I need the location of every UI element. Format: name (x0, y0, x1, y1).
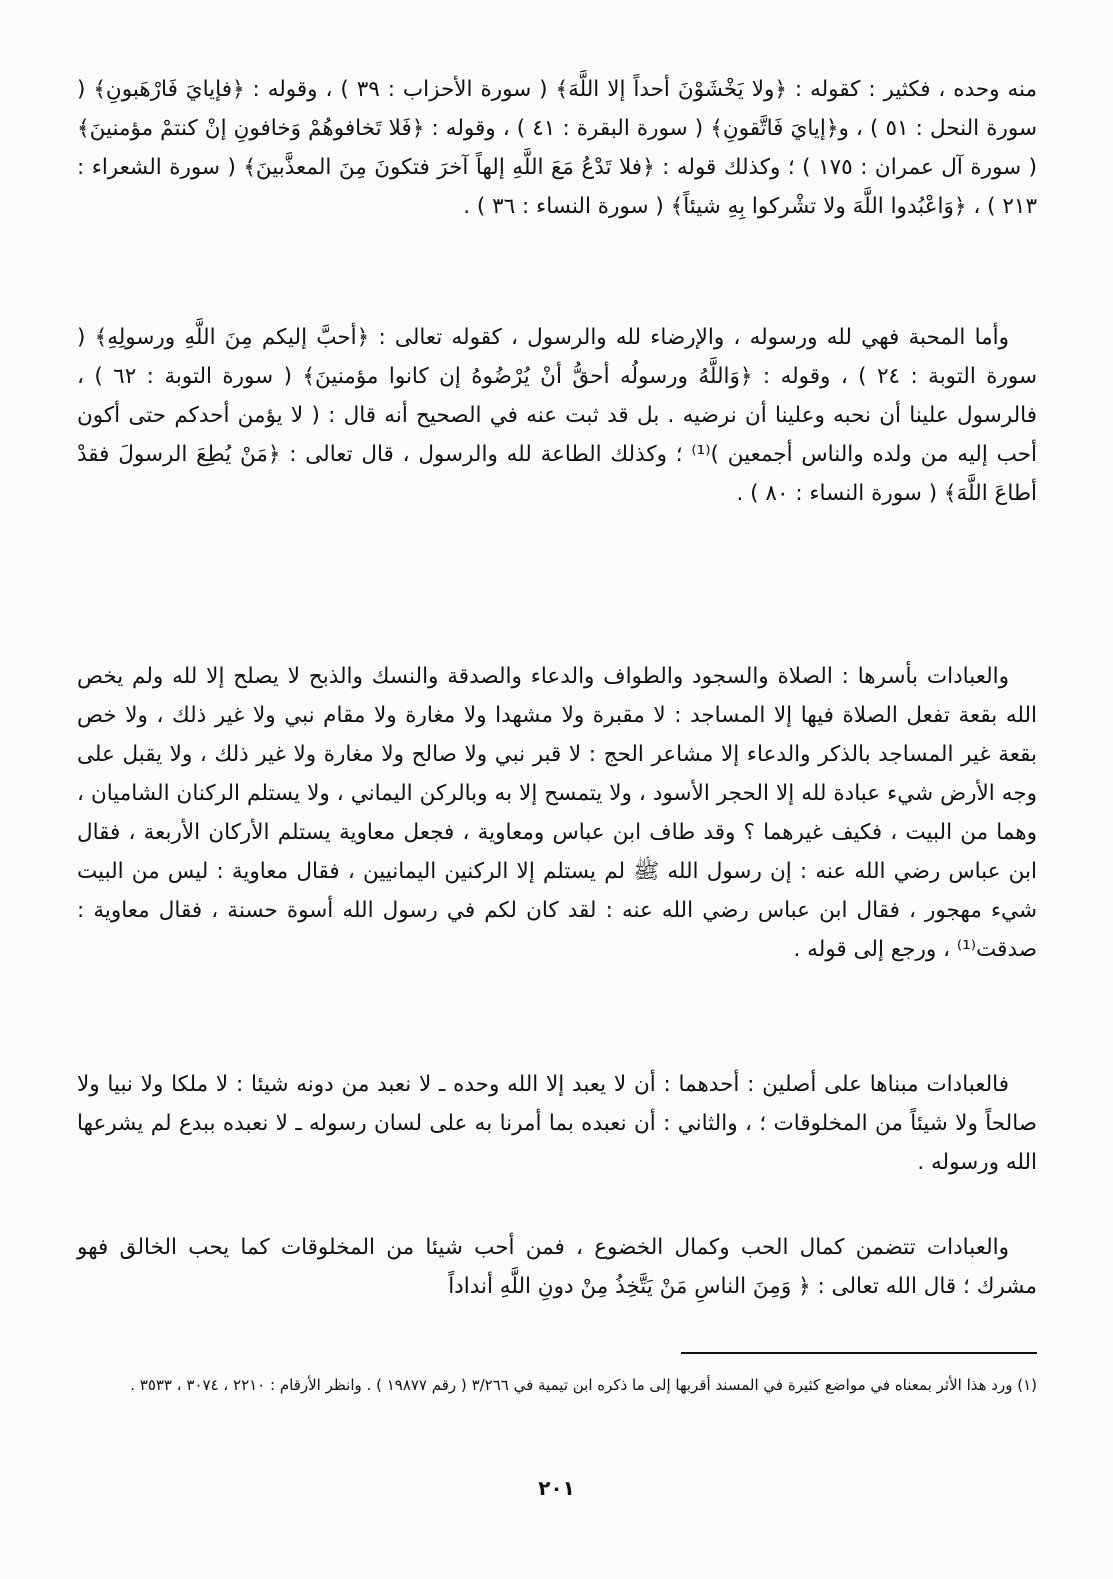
paragraph-text: والعبادات بأسرها : الصلاة والسجود والطواف والدعاء والصدقة والنسك والذبح لا يصلح إلا لله ولم يخص الله بقعة تفعل الصلاة فيها إلا المساجد : لا مقبرة ولا مشهدا ولا مغارة ولا مقام نبي ولا غير ذلك ، ولا خص بقعة غير المساجد بالذكر والدعاء إلا مشاعر الحج : لا قبر نبي ولا صالح ولا مغارة ولا غير ذلك ، ولا يقبل على وجه الأرض شيء عبادة لله إلا الحجر الأسود ، ولا يتمسح إلا به وبالركن اليماني ، ولا يستلم الركنان الشاميان ، وهما من البيت ، فكيف غيرهما ؟ وقد طاف ابن عباس ومعاوية ، فجعل معاوية يستلم الأركان الأربعة ، فقال ابن عباس رضي الله عنه : إن رسول الله ﷺ لم يستلم إلا الركنين اليمانيين ، فقال معاوية : ليس من البيت شيء مهجور ، فقال ابن عباس رضي الله عنه : لقد كان لكم في رسول الله أسوة حسنة ، فقال معاوية : صدقت⁽¹⁾ ، ورجع إلى قوله . (77, 664, 1037, 962)
footnote: (١) ورد هذا الأثر بمعناه في مواضع كثيرة في المسند أقربها إلى ما ذكره ابن تيمية في ٣/٢٦٦ ( رقم ١٩٨٧٧ ) . وانظر الأرقام : ٢٢١٠ ، ٣٠٧٤ ، ٣٥٣٣ . (130, 1376, 1037, 1394)
page-number: ٢٠١ (538, 1476, 575, 1500)
body-paragraph-3 (77, 657, 1037, 969)
body-paragraph-2 (77, 318, 1037, 513)
paragraph-text: والعبادات تتضمن كمال الحب وكمال الخضوع ، فمن أحب شيئا من المخلوقات كما يحب الخالق فهو مشرك ؛ قال الله تعالى : ﴿ وَمِنَ الناسِ مَنْ يَتَّخِذُ مِنْ دونِ اللَّهِ أنداداً (77, 1235, 1037, 1299)
paragraph-text: منه وحده ، فكثير : كقوله : ﴿ولا يَخْشَوْنَ أحداً إلا اللَّهَ﴾ ( سورة الأحزاب : ٣٩ ) ، وقوله : ﴿فإيايَ فَارْهَبونِ﴾ ( سورة النحل : ٥١ ) ، و﴿إيايَ فَاتَّقونِ﴾ ( سورة البقرة : ٤١ ) ، وقوله : ﴿فَلا تَخافوهُمْ وَخافونِ إنْ كنتمْ مؤمنينَ﴾ ( سورة آل عمران : ١٧٥ ) ؛ وكذلك قوله : ﴿فلا تَدْعُ مَعَ اللَّهِ إلهاً آخرَ فتكونَ مِنَ المعذَّبينَ﴾ ( سورة الشعراء : ٢١٣ ) ، ﴿وَاعْبُدوا اللَّهَ ولا تشْركوا بِهِ شيئاً﴾ ( سورة النساء : ٣٦ ) . (77, 77, 1038, 219)
body-paragraph-1 (77, 70, 1037, 226)
footnote-separator (681, 1352, 1037, 1354)
paragraph-text: وأما المحبة فهي لله ورسوله ، والإرضاء لله والرسول ، كقوله تعالى : ﴿أحبَّ إليكم مِنَ اللَّهِ ورسولِهِ﴾ ( سورة التوبة : ٢٤ ) ، وقوله : ﴿وَاللَّهُ ورسولُه أحقُّ أنْ يُرْضُوهُ إن كانوا مؤمنينَ﴾ ( سورة التوبة : ٦٢ ) ، فالرسول علينا أن نحبه وعلينا أن نرضيه . بل قد ثبت عنه في الصحيح أنه قال : ( لا يؤمن أحدكم حتى أكون أحب إليه من ولده والناس أجمعين )⁽¹⁾ ؛ وكذلك الطاعة لله والرسول ، قال تعالى : ﴿مَنْ يُطِعَ الرسولَ فقدْ أطاعَ اللَّهَ﴾ ( سورة النساء : ٨٠ ) . (77, 325, 1037, 506)
body-paragraph-4 (77, 1065, 1037, 1182)
paragraph-text: فالعبادات مبناها على أصلين : أحدهما : أن لا يعبد إلا الله وحده ـ لا نعبد من دونه شيئا : لا ملكا ولا نبيا ولا صالحاً ولا شيئاً من المخلوقات ؛ ، والثاني : أن نعبده بما أمرنا به على لسان رسوله ـ لا نعبده ببدع لم يشرعها الله ورسوله . (77, 1072, 1037, 1175)
body-paragraph-5 (77, 1228, 1037, 1306)
